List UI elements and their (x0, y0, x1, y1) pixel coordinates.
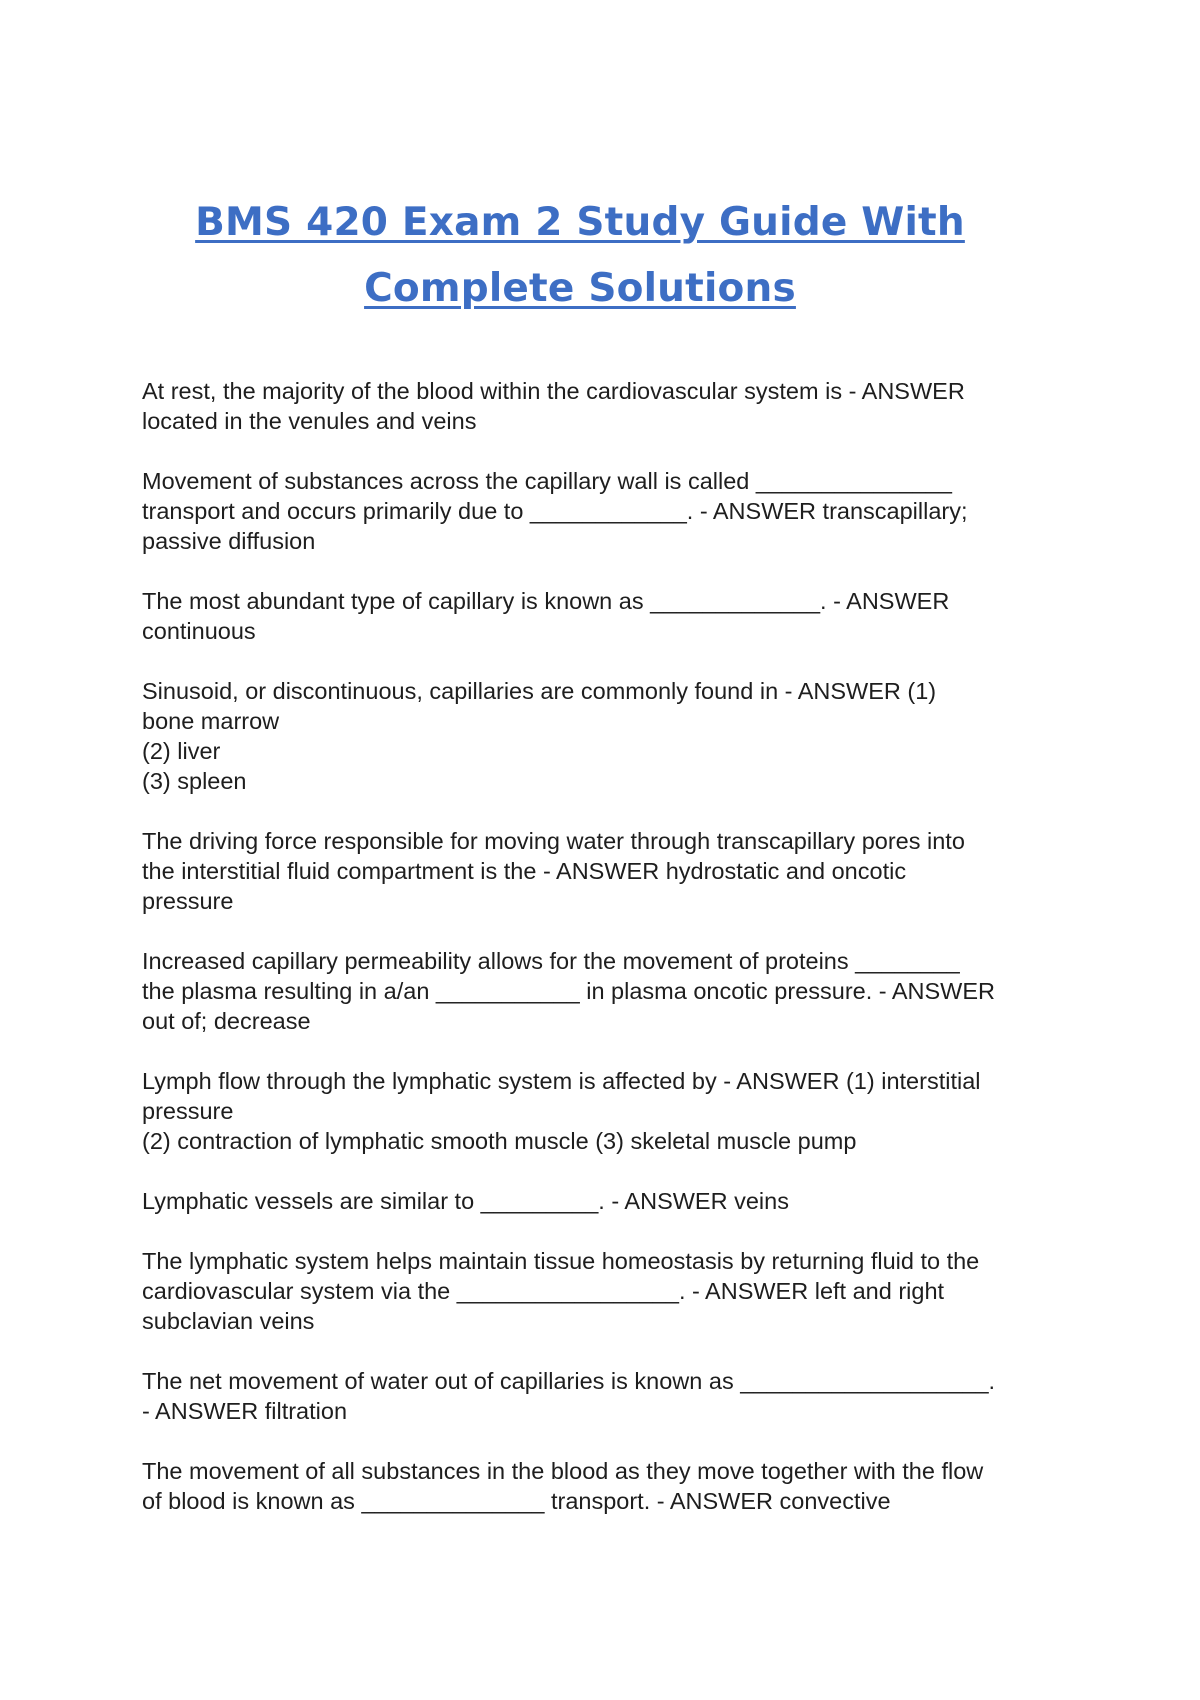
page-title (0, 190, 1160, 322)
text-line: located in the venules and veins (142, 408, 477, 434)
text-line: The movement of all substances in the blood as they move together with the flow (142, 1458, 984, 1484)
text-line: out of; decrease (142, 1008, 311, 1034)
text-line: The net movement of water out of capillaries is known as ___________________. (142, 1368, 996, 1394)
text-line: transport and occurs primarily due to ____________. - ANSWER transcapillary; (142, 498, 968, 524)
question-answer-item (142, 1456, 1082, 1516)
question-answer-item (142, 376, 1082, 436)
question-answer-list (142, 376, 1082, 1546)
text-line: of blood is known as ______________ transport. - ANSWER convective (142, 1488, 891, 1514)
question-answer-item (142, 586, 1082, 646)
question-answer-item (142, 1066, 1082, 1156)
text-line: (2) contraction of lymphatic smooth muscle (3) skeletal muscle pump (142, 1128, 857, 1154)
text-line: cardiovascular system via the _________________. - ANSWER left and right (142, 1278, 945, 1304)
question-answer-item (142, 466, 1082, 556)
text-line: - ANSWER filtration (142, 1398, 348, 1424)
text-line: the interstitial fluid compartment is the - ANSWER hydrostatic and oncotic (142, 858, 907, 884)
text-line: Movement of substances across the capillary wall is called _______________ (142, 468, 952, 494)
text-line: Lymphatic vessels are similar to _________. - ANSWER veins (142, 1188, 789, 1214)
text-line: Increased capillary permeability allows for the movement of proteins ________ (142, 948, 960, 974)
question-answer-item (142, 1246, 1082, 1336)
question-answer-item (142, 1366, 1082, 1426)
text-line: continuous (142, 618, 256, 644)
question-answer-item (142, 676, 1082, 796)
text-line: (2) liver (142, 738, 221, 764)
text-line: At rest, the majority of the blood within the cardiovascular system is - ANSWER (142, 378, 965, 404)
text-line: The most abundant type of capillary is known as _____________. - ANSWER (142, 588, 950, 614)
text-line: The lymphatic system helps maintain tissue homeostasis by returning fluid to the (142, 1248, 980, 1274)
text-line: bone marrow (142, 708, 280, 734)
text-line: (3) spleen (142, 768, 247, 794)
question-answer-item (142, 826, 1082, 916)
text-line: the plasma resulting in a/an ___________ in plasma oncotic pressure. - ANSWER (142, 978, 995, 1004)
text-line: Sinusoid, or discontinuous, capillaries are commonly found in - ANSWER (1) (142, 678, 937, 704)
title-line-1: BMS 420 Exam 2 Study Guide With (195, 200, 965, 245)
text-line: pressure (142, 1098, 234, 1124)
text-line: passive diffusion (142, 528, 316, 554)
text-line: Lymph flow through the lymphatic system is affected by - ANSWER (1) interstitial (142, 1068, 981, 1094)
text-line: pressure (142, 888, 234, 914)
title-line-2: Complete Solutions (364, 266, 796, 311)
question-answer-item (142, 946, 1082, 1036)
text-line: subclavian veins (142, 1308, 315, 1334)
text-line: The driving force responsible for moving water through transcapillary pores into (142, 828, 965, 854)
question-answer-item (142, 1186, 1082, 1216)
